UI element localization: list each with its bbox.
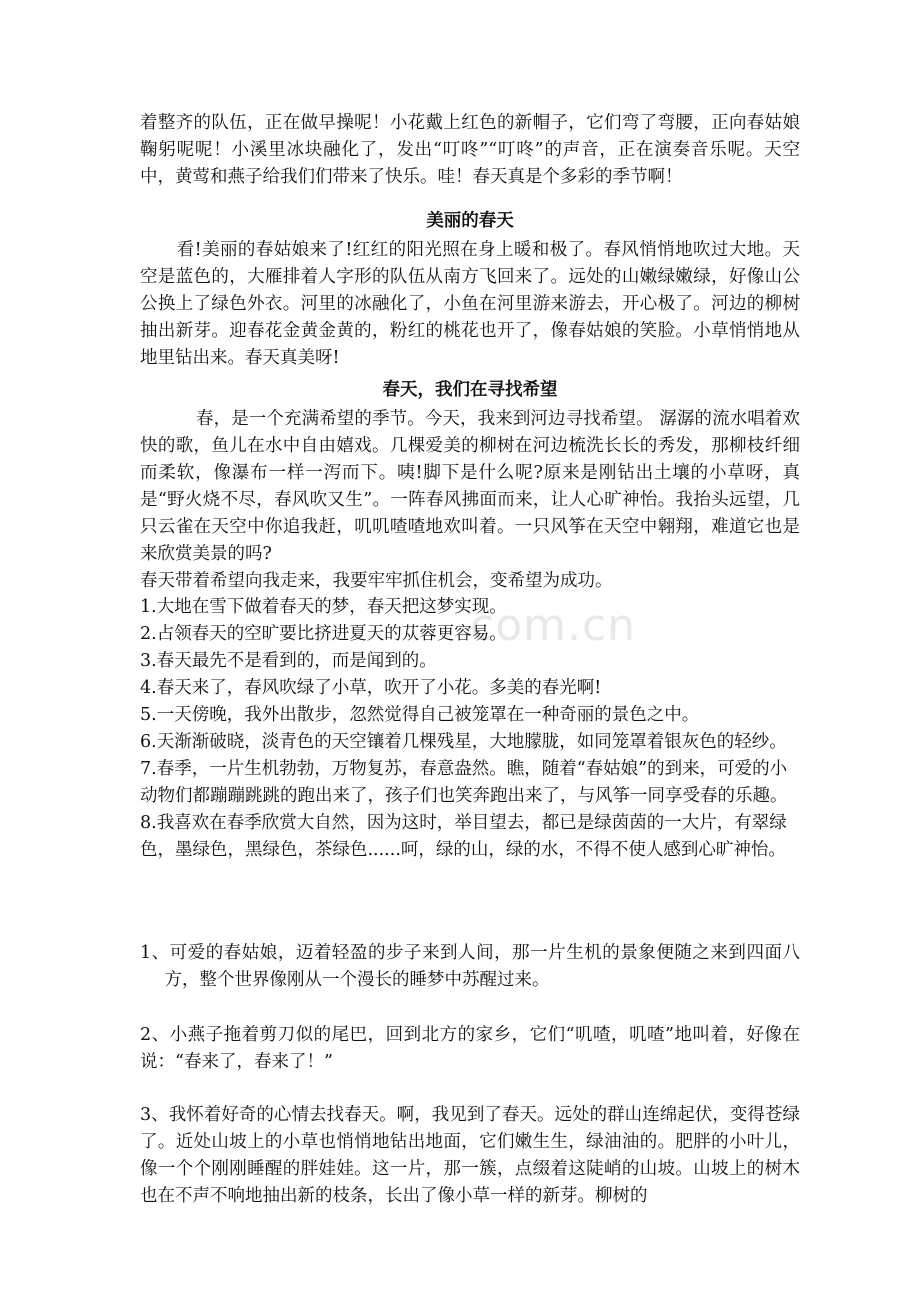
list-item: 7.春季，一片生机勃勃，万物复苏，春意盎然。瞧，随着“春姑娘”的到来，可爱的小动物们都蹦蹦跳跳的跑出来了，孩子们也笑奔跑出来了，与风筝一同享受春的乐趣。 bbox=[140, 759, 788, 806]
list-item: 4.春天来了，春风吹绿了小草，吹开了小花。多美的春光啊! bbox=[140, 678, 602, 698]
list-item: 6.天渐渐破晓，淡青色的天空镶着几棵残星，大地朦胧，如同笼罩着银灰色的轻纱。 bbox=[140, 732, 787, 752]
section-beautiful-spring bbox=[140, 208, 800, 372]
dun-list-item-3 bbox=[140, 1102, 800, 1210]
list-item: 2.占领春天的空旷要比挤进夏天的苁蓉更容易。 bbox=[140, 624, 507, 644]
section2-body: 春，是一个充满希望的季节。今天，我来到河边寻找希望。 潺潺的流水唱着欢快的歌，鱼儿在水中自由嬉戏。几棵爱美的柳树在河边梳洗长长的秀发，那柳枝纤细而柔软，像瀑布一样一泻而下。咦!脚下是什么呢?原来是刚钻出土壤的小草呀，真是“野火烧不尽，春风吹又生”。一阵春风拂面而来，让人心旷神怡。我抬头远望，几只云雀在天空中你追我赶，叽叽喳喳地欢叫着。一只风筝在天空中翱翔，难道它也是来欣赏美景的吗? bbox=[140, 409, 800, 564]
section-searching-hope bbox=[140, 377, 800, 595]
watermark: com.cn bbox=[470, 600, 637, 651]
intro-paragraph: 着整齐的队伍，正在做早操呢！小花戴上红色的新帽子，它们弯了弯腰，正向春姑娘鞠躬呢呢！小溪里冰块融化了，发出“叮咚”“叮咚”的声音，正在演奏音乐呢。天空中，黄莺和燕子给我们们带来了快乐。哇！春天真是个多彩的季节啊！ bbox=[140, 113, 800, 187]
dun-list-item-2 bbox=[140, 1022, 800, 1076]
list-item: 2、小燕子拖着剪刀似的尾巴，回到北方的家乡，它们“叽喳，叽喳”地叫着，好像在说：“春来了，春来了！” bbox=[140, 1025, 800, 1072]
section1-title: 美丽的春天 bbox=[426, 211, 514, 231]
section2-title: 春天，我们在寻找希望 bbox=[382, 380, 558, 400]
numbered-list bbox=[140, 594, 800, 864]
list-item: 8.我喜欢在春季欣赏大自然，因为这时，举目望去，都已是绿茵茵的一大片，有翠绿色，墨绿色，黑绿色，茶绿色......呵，绿的山，绿的水，不得不使人感到心旷神怡。 bbox=[140, 813, 787, 860]
list-item: 1.大地在雪下做着春天的梦，春天把这梦实现。 bbox=[140, 597, 507, 617]
list-item: 3.春天最先不是看到的，而是闻到的。 bbox=[140, 651, 437, 671]
section1-body: 看!美丽的春姑娘来了!红红的阳光照在身上暖和极了。春风悄悄地吹过大地。天空是蓝色的，大雁排着人字形的队伍从南方飞回来了。远处的山嫩绿嫩绿，好像山公公换上了绿色外衣。河里的冰融化了，小鱼在河里游来游去，开心极了。河边的柳树抽出新芽。迎春花金黄金黄的，粉红的桃花也开了，像春姑娘的笑脸。小草悄悄地从地里钻出来。春天真美呀! bbox=[140, 240, 800, 368]
dun-list-item-1 bbox=[140, 940, 800, 994]
intro-block bbox=[140, 110, 800, 191]
section2-closing: 春天带着希望向我走来，我要牢牢抓住机会，变希望为成功。 bbox=[140, 571, 613, 591]
list-item: 1、可爱的春姑娘，迈着轻盈的步子来到人间，那一片生机的景象便随之来到四面八方，整个世界像刚从一个漫长的睡梦中苏醒过来。 bbox=[140, 943, 800, 990]
list-item: 3、我怀着好奇的心情去找春天。啊，我见到了春天。远处的群山连绵起伏，变得苍绿了。近处山坡上的小草也悄悄地钻出地面，它们嫩生生，绿油油的。肥胖的小叶儿，像一个个刚刚睡醒的胖娃娃。这一片，那一簇，点缀着这陡峭的山坡。山坡上的树木也在不声不响地抽出新的枝条，长出了像小草一样的新芽。柳树的 bbox=[140, 1105, 800, 1206]
list-item: 5.一天傍晚，我外出散步，忽然觉得自己被笼罩在一种奇丽的景色之中。 bbox=[140, 705, 700, 725]
